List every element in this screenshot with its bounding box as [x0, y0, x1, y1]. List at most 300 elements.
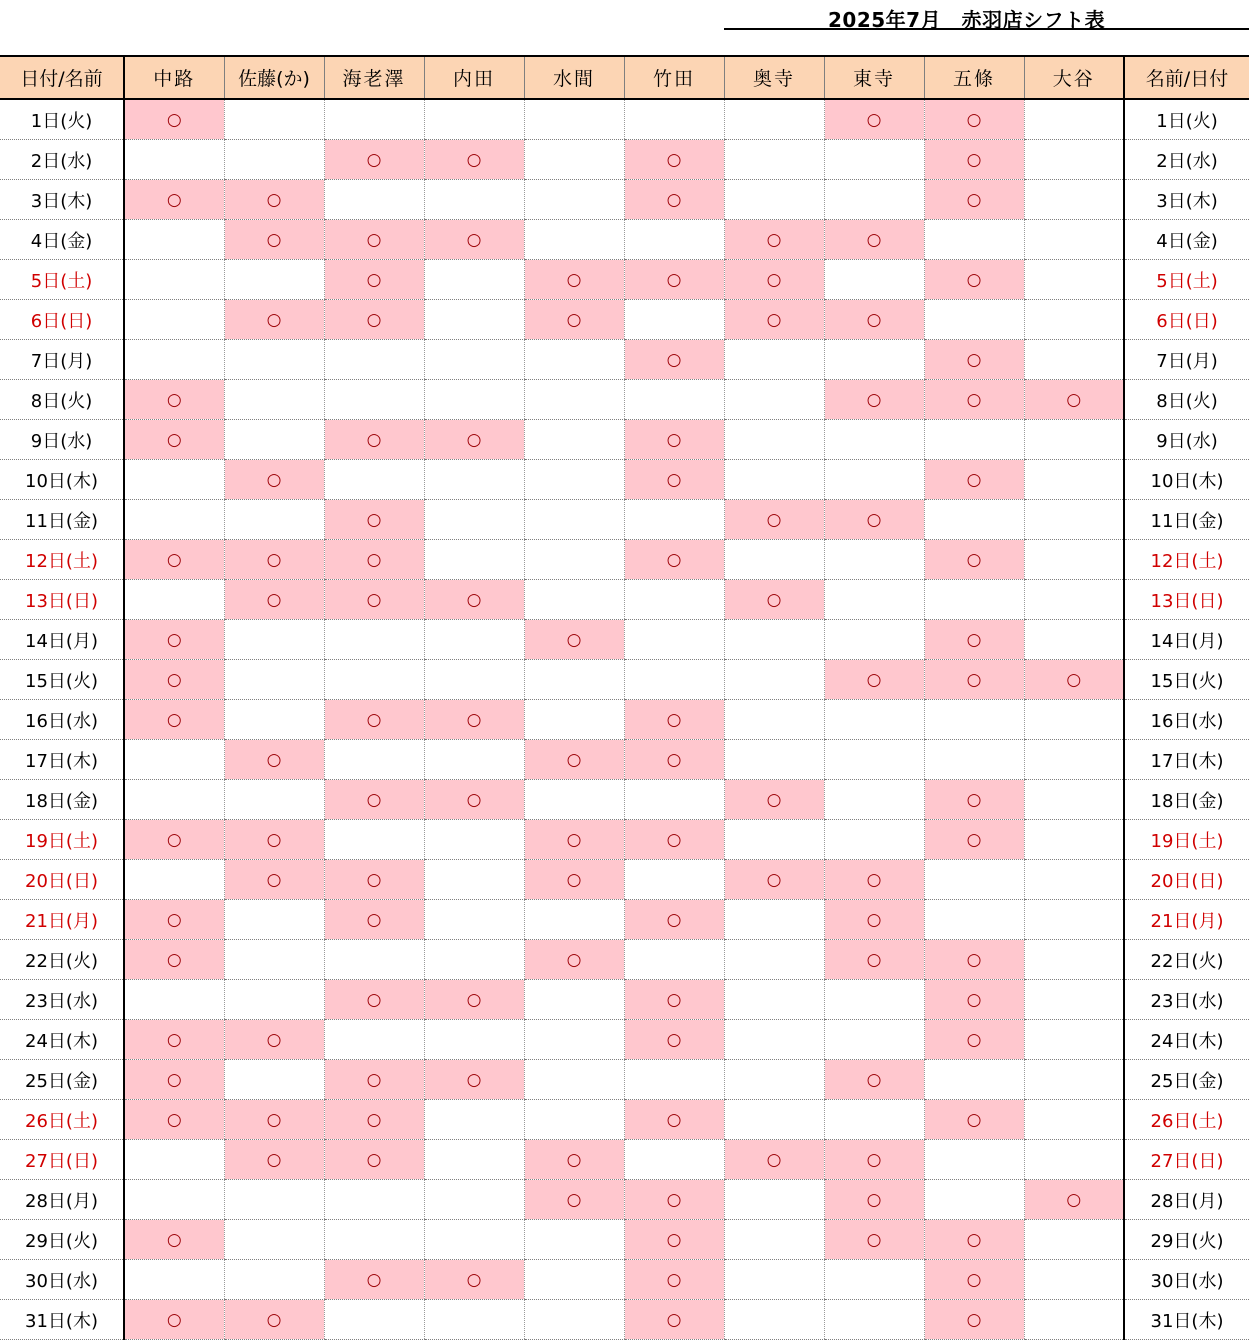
shift-cell-on[interactable]: [124, 620, 224, 660]
shift-cell-on[interactable]: [424, 1060, 524, 1100]
shift-cell-off[interactable]: [524, 340, 624, 380]
shift-cell-on[interactable]: [924, 1220, 1024, 1260]
shift-cell-on[interactable]: [824, 1220, 924, 1260]
shift-cell-off[interactable]: [924, 220, 1024, 260]
shift-cell-off[interactable]: [324, 340, 424, 380]
shift-cell-off[interactable]: [224, 1060, 324, 1100]
shift-cell-off[interactable]: [124, 580, 224, 620]
shift-cell-on[interactable]: [124, 380, 224, 420]
shift-cell-off[interactable]: [424, 300, 524, 340]
shift-cell-on[interactable]: [324, 700, 424, 740]
shift-cell-off[interactable]: [224, 340, 324, 380]
shift-cell-on[interactable]: [724, 780, 824, 820]
shift-cell-off[interactable]: [324, 1220, 424, 1260]
shift-cell-off[interactable]: [424, 740, 524, 780]
shift-cell-off[interactable]: [924, 900, 1024, 940]
shift-cell-off[interactable]: [124, 140, 224, 180]
shift-cell-on[interactable]: [724, 300, 824, 340]
shift-cell-off[interactable]: [1024, 420, 1124, 460]
shift-cell-on[interactable]: [624, 420, 724, 460]
shift-cell-on[interactable]: [124, 660, 224, 700]
shift-cell-on[interactable]: [424, 140, 524, 180]
shift-cell-off[interactable]: [324, 1180, 424, 1220]
shift-cell-on[interactable]: [224, 220, 324, 260]
shift-cell-off[interactable]: [724, 380, 824, 420]
shift-cell-off[interactable]: [824, 420, 924, 460]
shift-cell-off[interactable]: [824, 700, 924, 740]
shift-cell-off[interactable]: [924, 860, 1024, 900]
shift-cell-on[interactable]: [624, 340, 724, 380]
shift-cell-on[interactable]: [524, 300, 624, 340]
shift-cell-on[interactable]: [824, 660, 924, 700]
shift-cell-off[interactable]: [124, 1140, 224, 1180]
shift-cell-off[interactable]: [924, 1060, 1024, 1100]
shift-cell-off[interactable]: [224, 940, 324, 980]
shift-cell-off[interactable]: [824, 740, 924, 780]
shift-cell-off[interactable]: [724, 660, 824, 700]
shift-cell-on[interactable]: [524, 860, 624, 900]
shift-cell-on[interactable]: [924, 660, 1024, 700]
shift-cell-off[interactable]: [524, 1260, 624, 1300]
shift-cell-off[interactable]: [324, 180, 424, 220]
shift-cell-on[interactable]: [1024, 380, 1124, 420]
shift-cell-off[interactable]: [424, 380, 524, 420]
shift-cell-off[interactable]: [224, 1180, 324, 1220]
shift-cell-off[interactable]: [424, 900, 524, 940]
shift-cell-off[interactable]: [824, 780, 924, 820]
shift-cell-off[interactable]: [324, 620, 424, 660]
shift-cell-on[interactable]: [924, 460, 1024, 500]
shift-cell-off[interactable]: [524, 1100, 624, 1140]
shift-cell-on[interactable]: [924, 1260, 1024, 1300]
shift-cell-off[interactable]: [424, 1020, 524, 1060]
shift-cell-on[interactable]: [724, 1140, 824, 1180]
shift-cell-off[interactable]: [624, 940, 724, 980]
shift-cell-off[interactable]: [824, 1300, 924, 1340]
shift-cell-off[interactable]: [1024, 700, 1124, 740]
shift-cell-off[interactable]: [724, 1020, 824, 1060]
shift-cell-off[interactable]: [324, 660, 424, 700]
shift-cell-on[interactable]: [924, 260, 1024, 300]
shift-cell-off[interactable]: [324, 1020, 424, 1060]
shift-cell-on[interactable]: [224, 1140, 324, 1180]
shift-cell-off[interactable]: [424, 460, 524, 500]
shift-cell-off[interactable]: [524, 660, 624, 700]
shift-cell-off[interactable]: [1024, 500, 1124, 540]
shift-cell-off[interactable]: [224, 1220, 324, 1260]
shift-cell-on[interactable]: [824, 220, 924, 260]
shift-cell-off[interactable]: [1024, 1060, 1124, 1100]
shift-cell-on[interactable]: [124, 1220, 224, 1260]
shift-cell-on[interactable]: [824, 1180, 924, 1220]
shift-cell-on[interactable]: [324, 860, 424, 900]
shift-cell-off[interactable]: [824, 460, 924, 500]
shift-cell-off[interactable]: [624, 620, 724, 660]
shift-cell-off[interactable]: [324, 460, 424, 500]
shift-cell-on[interactable]: [424, 220, 524, 260]
shift-cell-off[interactable]: [1024, 1220, 1124, 1260]
shift-cell-on[interactable]: [424, 420, 524, 460]
shift-cell-on[interactable]: [324, 500, 424, 540]
shift-cell-off[interactable]: [724, 700, 824, 740]
shift-cell-on[interactable]: [924, 820, 1024, 860]
shift-cell-off[interactable]: [724, 460, 824, 500]
shift-cell-on[interactable]: [324, 1260, 424, 1300]
shift-cell-on[interactable]: [424, 580, 524, 620]
shift-cell-off[interactable]: [424, 1220, 524, 1260]
shift-cell-off[interactable]: [224, 500, 324, 540]
shift-cell-off[interactable]: [324, 1300, 424, 1340]
shift-cell-off[interactable]: [224, 140, 324, 180]
shift-cell-on[interactable]: [124, 1300, 224, 1340]
shift-cell-on[interactable]: [324, 900, 424, 940]
shift-cell-off[interactable]: [1024, 1020, 1124, 1060]
shift-cell-on[interactable]: [124, 1060, 224, 1100]
shift-cell-off[interactable]: [924, 420, 1024, 460]
shift-cell-on[interactable]: [324, 420, 424, 460]
shift-cell-on[interactable]: [524, 260, 624, 300]
shift-cell-off[interactable]: [1024, 180, 1124, 220]
shift-cell-off[interactable]: [1024, 980, 1124, 1020]
shift-cell-off[interactable]: [224, 980, 324, 1020]
shift-cell-off[interactable]: [1024, 940, 1124, 980]
shift-cell-off[interactable]: [724, 1180, 824, 1220]
shift-cell-on[interactable]: [924, 620, 1024, 660]
shift-cell-on[interactable]: [824, 860, 924, 900]
shift-cell-off[interactable]: [724, 1220, 824, 1260]
shift-cell-off[interactable]: [224, 620, 324, 660]
shift-cell-off[interactable]: [1024, 140, 1124, 180]
shift-cell-on[interactable]: [324, 260, 424, 300]
shift-cell-off[interactable]: [624, 500, 724, 540]
shift-cell-on[interactable]: [324, 580, 424, 620]
shift-cell-on[interactable]: [124, 99, 224, 140]
shift-cell-off[interactable]: [224, 420, 324, 460]
shift-cell-off[interactable]: [124, 980, 224, 1020]
shift-cell-off[interactable]: [424, 620, 524, 660]
shift-cell-off[interactable]: [824, 140, 924, 180]
shift-cell-off[interactable]: [924, 740, 1024, 780]
shift-cell-off[interactable]: [524, 380, 624, 420]
shift-cell-off[interactable]: [624, 300, 724, 340]
shift-cell-on[interactable]: [824, 300, 924, 340]
shift-cell-off[interactable]: [224, 1260, 324, 1300]
shift-cell-on[interactable]: [624, 700, 724, 740]
shift-cell-off[interactable]: [524, 1060, 624, 1100]
shift-cell-on[interactable]: [724, 860, 824, 900]
shift-cell-off[interactable]: [324, 380, 424, 420]
shift-cell-off[interactable]: [424, 1140, 524, 1180]
shift-cell-off[interactable]: [524, 180, 624, 220]
shift-cell-on[interactable]: [224, 1020, 324, 1060]
shift-cell-off[interactable]: [324, 940, 424, 980]
shift-cell-off[interactable]: [624, 780, 724, 820]
shift-cell-off[interactable]: [524, 1300, 624, 1340]
shift-cell-off[interactable]: [524, 99, 624, 140]
shift-cell-on[interactable]: [924, 1020, 1024, 1060]
shift-cell-off[interactable]: [524, 460, 624, 500]
shift-cell-on[interactable]: [124, 940, 224, 980]
shift-cell-off[interactable]: [424, 940, 524, 980]
shift-cell-off[interactable]: [1024, 780, 1124, 820]
shift-cell-off[interactable]: [224, 700, 324, 740]
shift-cell-on[interactable]: [224, 820, 324, 860]
shift-cell-off[interactable]: [524, 140, 624, 180]
shift-cell-off[interactable]: [424, 540, 524, 580]
shift-cell-on[interactable]: [724, 580, 824, 620]
shift-cell-on[interactable]: [224, 1300, 324, 1340]
shift-cell-off[interactable]: [524, 580, 624, 620]
shift-cell-off[interactable]: [624, 1060, 724, 1100]
shift-cell-on[interactable]: [624, 980, 724, 1020]
shift-cell-on[interactable]: [924, 940, 1024, 980]
shift-cell-off[interactable]: [424, 860, 524, 900]
shift-cell-on[interactable]: [124, 180, 224, 220]
shift-cell-off[interactable]: [824, 540, 924, 580]
shift-cell-on[interactable]: [624, 820, 724, 860]
shift-cell-off[interactable]: [1024, 220, 1124, 260]
shift-cell-off[interactable]: [824, 180, 924, 220]
shift-cell-on[interactable]: [824, 500, 924, 540]
shift-cell-on[interactable]: [624, 260, 724, 300]
shift-cell-off[interactable]: [1024, 860, 1124, 900]
shift-cell-off[interactable]: [424, 1300, 524, 1340]
shift-cell-off[interactable]: [724, 940, 824, 980]
shift-cell-off[interactable]: [624, 860, 724, 900]
shift-cell-off[interactable]: [824, 820, 924, 860]
shift-cell-on[interactable]: [524, 1180, 624, 1220]
shift-cell-off[interactable]: [724, 1300, 824, 1340]
shift-cell-on[interactable]: [924, 99, 1024, 140]
shift-cell-off[interactable]: [924, 1140, 1024, 1180]
shift-cell-off[interactable]: [424, 1100, 524, 1140]
shift-cell-off[interactable]: [724, 1060, 824, 1100]
shift-cell-on[interactable]: [924, 340, 1024, 380]
shift-cell-on[interactable]: [324, 220, 424, 260]
shift-cell-on[interactable]: [824, 900, 924, 940]
shift-cell-on[interactable]: [1024, 660, 1124, 700]
shift-cell-off[interactable]: [924, 700, 1024, 740]
shift-cell-on[interactable]: [624, 180, 724, 220]
shift-cell-on[interactable]: [224, 1100, 324, 1140]
shift-cell-off[interactable]: [524, 1220, 624, 1260]
shift-cell-on[interactable]: [824, 380, 924, 420]
shift-cell-off[interactable]: [524, 540, 624, 580]
shift-cell-off[interactable]: [724, 340, 824, 380]
shift-cell-off[interactable]: [724, 980, 824, 1020]
shift-cell-on[interactable]: [224, 860, 324, 900]
shift-cell-off[interactable]: [1024, 99, 1124, 140]
shift-cell-off[interactable]: [424, 99, 524, 140]
shift-cell-off[interactable]: [224, 260, 324, 300]
shift-cell-on[interactable]: [224, 740, 324, 780]
shift-cell-on[interactable]: [124, 900, 224, 940]
shift-cell-on[interactable]: [724, 220, 824, 260]
shift-cell-on[interactable]: [924, 780, 1024, 820]
shift-cell-off[interactable]: [724, 180, 824, 220]
shift-cell-off[interactable]: [424, 500, 524, 540]
shift-cell-off[interactable]: [124, 500, 224, 540]
shift-cell-on[interactable]: [324, 300, 424, 340]
shift-cell-on[interactable]: [124, 700, 224, 740]
shift-cell-off[interactable]: [324, 740, 424, 780]
shift-cell-on[interactable]: [624, 1300, 724, 1340]
shift-cell-on[interactable]: [224, 460, 324, 500]
shift-cell-on[interactable]: [324, 1060, 424, 1100]
shift-cell-off[interactable]: [224, 380, 324, 420]
shift-cell-on[interactable]: [924, 980, 1024, 1020]
shift-cell-off[interactable]: [424, 820, 524, 860]
shift-cell-off[interactable]: [724, 620, 824, 660]
shift-cell-off[interactable]: [824, 1020, 924, 1060]
shift-cell-on[interactable]: [624, 1180, 724, 1220]
shift-cell-on[interactable]: [324, 980, 424, 1020]
shift-cell-on[interactable]: [124, 420, 224, 460]
shift-cell-on[interactable]: [624, 140, 724, 180]
shift-cell-off[interactable]: [224, 780, 324, 820]
shift-cell-off[interactable]: [624, 580, 724, 620]
shift-cell-off[interactable]: [324, 99, 424, 140]
shift-cell-off[interactable]: [824, 980, 924, 1020]
shift-cell-off[interactable]: [624, 660, 724, 700]
shift-cell-off[interactable]: [524, 420, 624, 460]
shift-cell-off[interactable]: [924, 580, 1024, 620]
shift-cell-off[interactable]: [624, 1140, 724, 1180]
shift-cell-on[interactable]: [124, 540, 224, 580]
shift-cell-off[interactable]: [824, 260, 924, 300]
shift-cell-off[interactable]: [224, 660, 324, 700]
shift-cell-off[interactable]: [124, 260, 224, 300]
shift-cell-off[interactable]: [1024, 580, 1124, 620]
shift-cell-on[interactable]: [1024, 1180, 1124, 1220]
shift-cell-off[interactable]: [724, 820, 824, 860]
shift-cell-off[interactable]: [524, 220, 624, 260]
shift-cell-on[interactable]: [524, 1140, 624, 1180]
shift-cell-on[interactable]: [224, 580, 324, 620]
shift-cell-off[interactable]: [1024, 540, 1124, 580]
shift-cell-off[interactable]: [724, 740, 824, 780]
shift-cell-on[interactable]: [924, 1100, 1024, 1140]
shift-cell-off[interactable]: [724, 1100, 824, 1140]
shift-cell-off[interactable]: [424, 660, 524, 700]
shift-cell-on[interactable]: [824, 1140, 924, 1180]
shift-cell-on[interactable]: [224, 180, 324, 220]
shift-cell-on[interactable]: [624, 1020, 724, 1060]
shift-cell-on[interactable]: [724, 260, 824, 300]
shift-cell-off[interactable]: [124, 740, 224, 780]
shift-cell-on[interactable]: [524, 940, 624, 980]
shift-cell-on[interactable]: [324, 1100, 424, 1140]
shift-cell-off[interactable]: [824, 580, 924, 620]
shift-cell-off[interactable]: [424, 340, 524, 380]
shift-cell-off[interactable]: [824, 1100, 924, 1140]
shift-cell-off[interactable]: [724, 1260, 824, 1300]
shift-cell-on[interactable]: [624, 740, 724, 780]
shift-cell-off[interactable]: [124, 780, 224, 820]
shift-cell-off[interactable]: [1024, 1100, 1124, 1140]
shift-cell-on[interactable]: [124, 1020, 224, 1060]
shift-cell-on[interactable]: [524, 740, 624, 780]
shift-cell-on[interactable]: [624, 540, 724, 580]
shift-cell-off[interactable]: [1024, 460, 1124, 500]
shift-cell-on[interactable]: [724, 500, 824, 540]
shift-cell-off[interactable]: [724, 140, 824, 180]
shift-cell-off[interactable]: [124, 460, 224, 500]
shift-cell-off[interactable]: [524, 900, 624, 940]
shift-cell-off[interactable]: [1024, 1260, 1124, 1300]
shift-cell-off[interactable]: [424, 1180, 524, 1220]
shift-cell-off[interactable]: [1024, 620, 1124, 660]
shift-cell-off[interactable]: [724, 99, 824, 140]
shift-cell-off[interactable]: [124, 220, 224, 260]
shift-cell-off[interactable]: [524, 980, 624, 1020]
shift-cell-off[interactable]: [424, 260, 524, 300]
shift-cell-on[interactable]: [624, 1260, 724, 1300]
shift-cell-off[interactable]: [724, 420, 824, 460]
shift-cell-on[interactable]: [324, 140, 424, 180]
shift-cell-on[interactable]: [924, 540, 1024, 580]
shift-cell-on[interactable]: [624, 1100, 724, 1140]
shift-cell-off[interactable]: [224, 99, 324, 140]
shift-cell-on[interactable]: [824, 940, 924, 980]
shift-cell-on[interactable]: [824, 99, 924, 140]
shift-cell-on[interactable]: [524, 820, 624, 860]
shift-cell-off[interactable]: [124, 1260, 224, 1300]
shift-cell-on[interactable]: [424, 780, 524, 820]
shift-cell-off[interactable]: [124, 860, 224, 900]
shift-cell-on[interactable]: [624, 1220, 724, 1260]
shift-cell-off[interactable]: [1024, 740, 1124, 780]
shift-cell-off[interactable]: [1024, 820, 1124, 860]
shift-cell-off[interactable]: [124, 340, 224, 380]
shift-cell-off[interactable]: [124, 1180, 224, 1220]
shift-cell-off[interactable]: [624, 99, 724, 140]
shift-cell-on[interactable]: [424, 700, 524, 740]
shift-cell-off[interactable]: [924, 1180, 1024, 1220]
shift-cell-off[interactable]: [324, 820, 424, 860]
shift-cell-off[interactable]: [424, 180, 524, 220]
shift-cell-on[interactable]: [924, 180, 1024, 220]
shift-cell-off[interactable]: [1024, 340, 1124, 380]
shift-cell-off[interactable]: [524, 700, 624, 740]
shift-cell-on[interactable]: [224, 540, 324, 580]
shift-cell-off[interactable]: [824, 340, 924, 380]
shift-cell-off[interactable]: [1024, 300, 1124, 340]
shift-cell-off[interactable]: [824, 620, 924, 660]
shift-cell-off[interactable]: [1024, 1300, 1124, 1340]
shift-cell-on[interactable]: [324, 780, 424, 820]
shift-cell-on[interactable]: [424, 1260, 524, 1300]
shift-cell-on[interactable]: [824, 1060, 924, 1100]
shift-cell-off[interactable]: [524, 1020, 624, 1060]
shift-cell-on[interactable]: [324, 540, 424, 580]
shift-cell-off[interactable]: [124, 300, 224, 340]
shift-cell-on[interactable]: [324, 1140, 424, 1180]
shift-cell-off[interactable]: [924, 500, 1024, 540]
shift-cell-off[interactable]: [724, 900, 824, 940]
shift-cell-off[interactable]: [724, 540, 824, 580]
shift-cell-off[interactable]: [924, 300, 1024, 340]
shift-cell-on[interactable]: [624, 900, 724, 940]
shift-cell-off[interactable]: [1024, 260, 1124, 300]
shift-cell-on[interactable]: [924, 140, 1024, 180]
shift-cell-on[interactable]: [924, 1300, 1024, 1340]
shift-cell-off[interactable]: [624, 220, 724, 260]
shift-cell-off[interactable]: [224, 900, 324, 940]
shift-cell-on[interactable]: [224, 300, 324, 340]
shift-cell-on[interactable]: [924, 380, 1024, 420]
shift-cell-off[interactable]: [524, 500, 624, 540]
